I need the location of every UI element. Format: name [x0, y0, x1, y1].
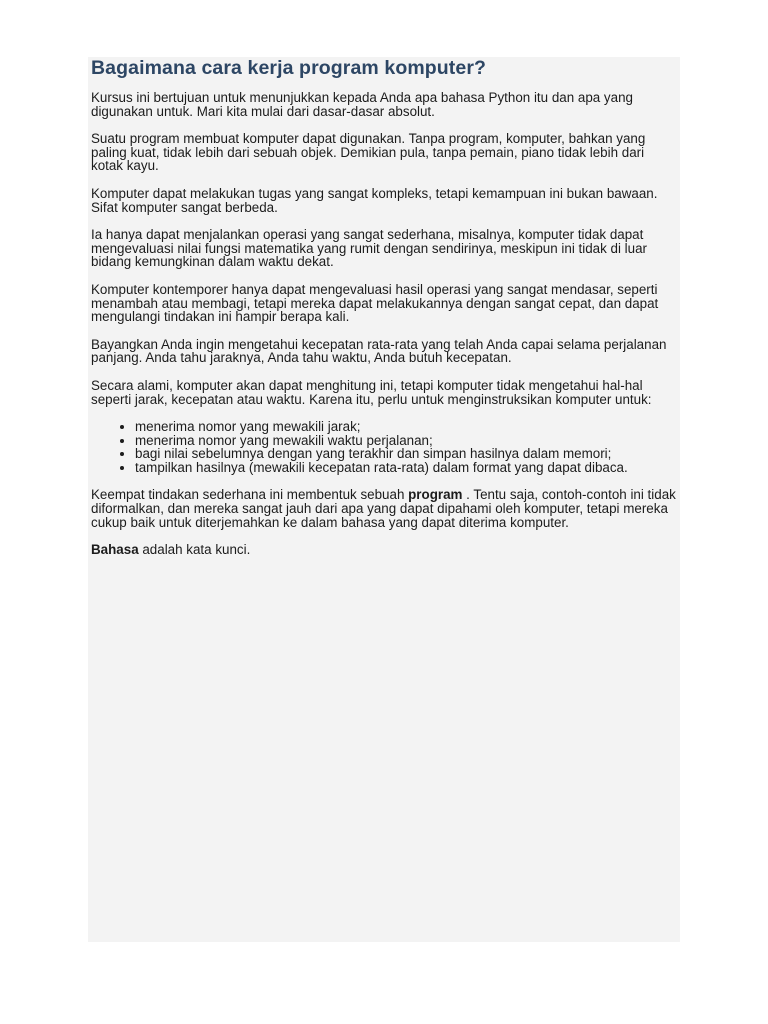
list-item: • menerima nomor yang mewakili jarak; — [135, 420, 677, 434]
text-segment: Keempat tindakan sederhana ini membentuk sebuah — [91, 487, 409, 503]
paragraph-program-definition — [91, 488, 677, 529]
paragraph-simple-operations: Ia hanya dapat menjalankan operasi yang sangat sederhana, misalnya, komputer tidak dapat mengevaluasi nilai fungsi matematika yang rumit dengan sendirinya, meskipun ini tidak di luar bidang kemungkinan dalam waktu dekat. — [91, 227, 648, 270]
text-segment: . Tentu saja, contoh-contoh ini tidak diformalkan, dan mereka sangat jauh dari apa yang dapat dipahami oleh komputer, tetapi mereka cukup baik untuk diterjemahkan ke dalam bahasa yang dapat diterima komputer. — [91, 487, 676, 530]
list-item: • menerima nomor yang mewakili waktu perjalanan; — [135, 434, 677, 448]
paragraph-speed-example: Bayangkan Anda ingin mengetahui kecepatan rata-rata yang telah Anda capai selama perjalanan panjang. Anda tahu jaraknya, Anda tahu waktu, Anda butuh kecepatan. — [91, 336, 667, 366]
bold-term-bahasa: Bahasa — [91, 542, 139, 558]
list-item: • bagi nilai sebelumnya dengan yang terakhir dan simpan hasilnya dalam memori; — [135, 447, 677, 461]
article-title: Bagaimana cara kerja program komputer? — [91, 57, 487, 79]
list-item: • tampilkan hasilnya (mewakili kecepatan rata-rata) dalam format yang dapat dibaca. — [135, 461, 677, 475]
paragraph-keyword — [91, 543, 677, 557]
instruction-list — [91, 420, 677, 474]
article-body — [91, 57, 677, 571]
paragraph-intro: Kursus ini bertujuan untuk menunjukkan kepada Anda apa bahasa Python itu dan apa yang digunakan untuk. Mari kita mulai dari dasar-dasar absolut. — [91, 90, 633, 119]
bold-term-program: program — [408, 487, 463, 503]
paragraph-contemporary-computer: Komputer kontemporer hanya dapat mengevaluasi hasil operasi yang sangat mendasar, seperti menambah atau membagi, tetapi mereka dapat melakukannya dengan sangat cepat, dan dapat mengulangi tindakan ini hampir berapa kali. — [91, 281, 659, 325]
paragraph-instructions: Secara alami, komputer akan dapat menghitung ini, tetapi komputer tidak mengetahui hal-hal seperti jarak, kecepatan atau waktu. Karena itu, perlu untuk menginstruksikan komputer untuk: — [91, 377, 652, 407]
paragraph-program-purpose: Suatu program membuat komputer dapat digunakan. Tanpa program, komputer, bahkan yang paling kuat, tidak lebih dari sebuah objek. Demikian pula, tanpa pemain, piano tidak lebih dari kotak kayu. — [91, 131, 646, 174]
text-segment: adalah kata kunci. — [138, 542, 251, 558]
paragraph-computer-tasks: Komputer dapat melakukan tugas yang sangat kompleks, tetapi kemampuan ini bukan bawaan. Sifat komputer sangat berbeda. — [91, 185, 658, 215]
